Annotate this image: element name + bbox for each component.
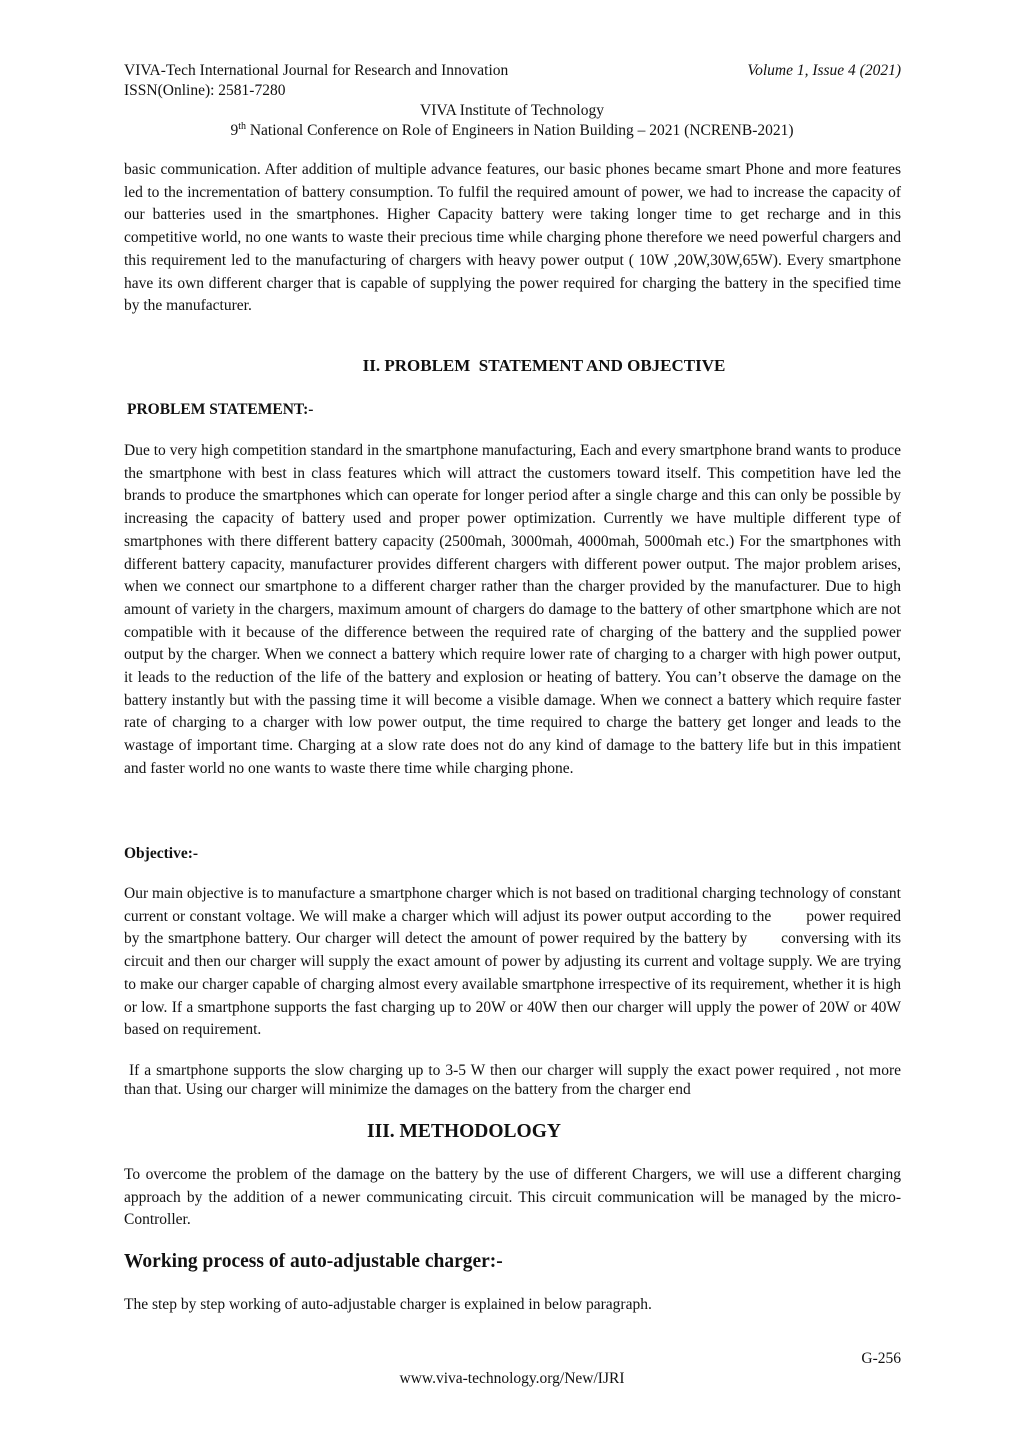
institute-name: VIVA Institute of Technology bbox=[420, 102, 604, 119]
objective-paragraph: Our main objective is to manufacture a smartphone charger which is not based on traditional charging technology of constant current or constant voltage. We will make a charger which will adjust its power output according to the power required by the smartphone battery. Our charger will detect the amount of power required by the battery by conversing with its circuit and then our charger will supply the exact amount of power by adjusting its current and voltage supply. We are trying to make our charger capable of charging almost every available smartphone irrespective of its requirement, whether it is high or low. If a smartphone supports the fast charging up to 20W or 40W then our charger will upply the power of 20W or 40W based on requirement. bbox=[124, 885, 905, 1039]
section-2-heading: II. PROBLEM STATEMENT AND OBJECTIVE bbox=[362, 356, 726, 375]
conference-ordinal: 9 bbox=[230, 122, 239, 139]
conference-name bbox=[0, 121, 1024, 141]
journal-header bbox=[124, 61, 508, 101]
working-process-heading: Working process of auto-adjustable charger:- bbox=[124, 1251, 503, 1272]
intro-paragraph: basic communication. After addition of multiple advance features, our basic phones became smart Phone and more features led to the incrementation of battery consumption. To fulfil the required amount of power, we had to increase the capacity of our batteries used in the smartphones. Higher Capacity battery were taking longer time to get recharge and in this competitive world, no one wants to waste their precious time while charging phone therefore we need powerful chargers and this requirement led to the manufacturing of chargers with heavy power output ( 10W ,20W,30W,65W). Every smartphone have its own different charger that is capable of supplying the power required for charging the battery in the specified time by the manufacturer. bbox=[124, 161, 901, 315]
conference-title: National Conference on Role of Engineers in Nation Building – 2021 (NCRENB-2021) bbox=[245, 122, 794, 139]
volume-issue: Volume 1, Issue 4 (2021) bbox=[747, 62, 901, 79]
objective-heading: Objective:- bbox=[124, 845, 199, 862]
conference-ordinal-suffix: th bbox=[238, 120, 246, 132]
section-3-heading: III. METHODOLOGY bbox=[367, 1121, 561, 1142]
problem-statement-heading: PROBLEM STATEMENT:- bbox=[127, 401, 314, 418]
page-number: G-256 bbox=[861, 1350, 901, 1367]
issn: ISSN(Online): 2581-7280 bbox=[124, 82, 286, 99]
objective-paragraph-2: If a smartphone supports the slow charging up to 3-5 W then our charger will supply the exact power required , not more than that. Using our charger will minimize the damages on the battery from the charger end bbox=[124, 1062, 905, 1098]
working-process-paragraph: The step by step working of auto-adjustable charger is explained in below paragraph. bbox=[124, 1296, 652, 1313]
footer-url: www.viva-technology.org/New/IJRI bbox=[399, 1370, 625, 1387]
journal-title: VIVA-Tech International Journal for Research and Innovation bbox=[124, 62, 509, 79]
problem-statement-paragraph: Due to very high competition standard in the smartphone manufacturing, Each and every smartphone brand wants to produce the smartphone with best in class features which will attract the customers toward itself. This competition have led the brands to produce the smartphones which can operate for longer period after a single charge and this can only be possible by increasing the capacity of battery used and proper power optimization. Currently we have multiple different type of smartphones with there different battery capacity (2500mah, 3000mah, 4000mah, 5000mah etc.) For the smartphones with different battery capacity, manufacturer provides different chargers with different power output. The major problem arises, when we connect our smartphone to a different charger rather than the charger provided by the manufacturer. Due to high amount of variety in the chargers, maximum amount of chargers do damage to the battery of other smartphone which are not compatible with it because of the difference between the required rate of charging of the battery and the supplied power output by the charger. When we connect a battery which require lower rate of charging to a charger with high power output, it leads to the reduction of the life of the battery and explosion or heating of battery. You can’t observe the damage on the battery instantly but with the passing time it will become a visible damage. When we connect a battery which require faster rate of charging to a charger with low power output, the time required to charge the battery get longer and leads to the wastage of important time. Charging at a slow rate does not do any kind of damage to the battery life but in this impatient and faster world no one wants to waste there time while charging phone. bbox=[124, 442, 901, 777]
methodology-paragraph: To overcome the problem of the damage on the battery by the use of different Chargers, we will use a different charging approach by the addition of a newer communicating circuit. This circuit communication will be managed by the micro-Controller. bbox=[124, 1166, 901, 1229]
